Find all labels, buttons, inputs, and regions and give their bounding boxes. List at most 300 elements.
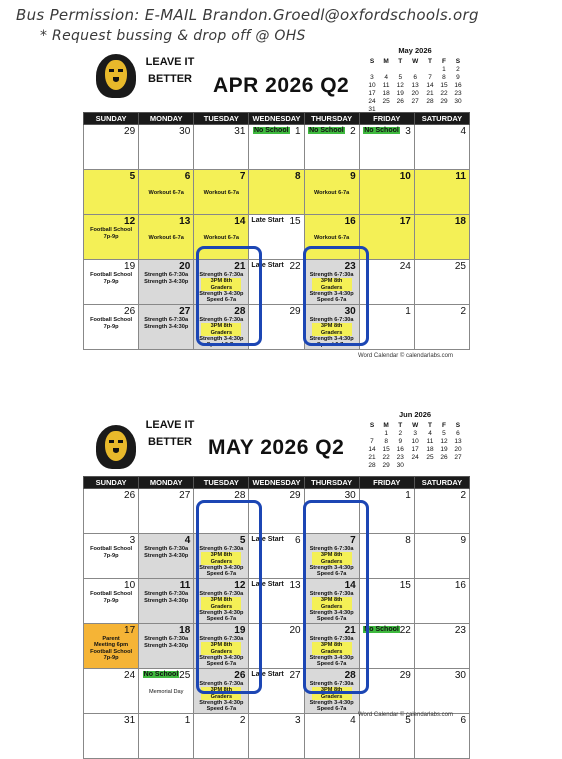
day-number: 17 (124, 625, 136, 636)
calendar-week-row (84, 489, 470, 534)
mini-calendar-grid (365, 420, 465, 470)
event-line: 3PM 8th Graders (312, 552, 352, 565)
calendar-day-cell (194, 534, 249, 579)
day-number: 3 (129, 535, 136, 546)
event-block (306, 591, 358, 622)
day-number: 16 (344, 216, 356, 227)
event-line: Strength 6-7:30a (309, 591, 354, 597)
calendar-week-row (84, 669, 470, 714)
day-number: 2 (239, 715, 246, 726)
mini-day: 5 (398, 74, 403, 81)
event-line: Strength 6-7:30a (199, 546, 244, 552)
event-line: Speed 6-7a (316, 297, 347, 304)
mini-day: 1 (384, 430, 388, 437)
mini-day: 27 (454, 454, 462, 461)
mini-week-row (365, 66, 465, 74)
calendar-day-cell (84, 714, 139, 759)
event-line: Speed 6-7a (316, 706, 347, 713)
day-number: 27 (179, 490, 191, 501)
calendar-day-cell (84, 260, 139, 305)
weekday-header: SATURDAY (414, 477, 469, 489)
event-block (195, 546, 247, 577)
weekday-header: THURSDAY (304, 113, 359, 125)
mini-day: 26 (396, 98, 404, 105)
event-line: 3PM 8th Graders (201, 642, 241, 655)
event-block (195, 272, 247, 303)
event-block (195, 190, 247, 196)
calendar-day-cell (139, 579, 194, 624)
event-line: Strength 6-7:30a (199, 272, 244, 278)
calendar-week-row (84, 579, 470, 624)
day-number: 26 (124, 306, 136, 317)
mini-calendar-title: May 2026 (398, 46, 432, 55)
day-number: 6 (295, 535, 301, 546)
event-block (85, 272, 137, 285)
mini-calendar-title: Jun 2026 (398, 410, 432, 419)
event-line: Speed 6-7a (206, 297, 237, 304)
weekday-header: SUNDAY (84, 113, 139, 125)
event-line: Speed 6-7a (316, 342, 347, 349)
day-number: 26 (234, 670, 246, 681)
calendar-day-cell (139, 170, 194, 215)
mini-week-row (365, 454, 465, 462)
event-line: Strength 3-4:30p (144, 597, 189, 604)
mini-week-row (365, 98, 465, 106)
mini-day: 14 (426, 82, 434, 89)
event-block (140, 591, 192, 604)
day-number: 31 (124, 715, 136, 726)
event-line: Strength 6-7:30a (144, 591, 189, 598)
mini-day: 17 (368, 90, 376, 97)
calendar-day-cell (249, 260, 304, 305)
calendar-week-row (84, 125, 470, 170)
day-number: 21 (344, 625, 356, 636)
day-number: 22 (399, 625, 411, 636)
day-number: 4 (184, 535, 191, 546)
event-line: Strength 6-7:30a (199, 636, 244, 642)
event-line: Strength 3-4:30p (199, 335, 244, 342)
event-line: 7p-9p (103, 233, 119, 240)
event-line: Strength 3-4:30p (309, 699, 354, 706)
mini-day: 27 (411, 98, 419, 105)
calendar-day-cell (359, 260, 414, 305)
mini-day: 5 (442, 430, 446, 437)
calendar-day-cell (304, 714, 359, 759)
day-number: 3 (295, 715, 301, 726)
weekday-header: MONDAY (139, 477, 194, 489)
calendar-day-cell (304, 260, 359, 305)
footer-credit-may: Word Calendar © calendarlabs.com (358, 712, 454, 718)
mini-week-row (365, 438, 465, 446)
calendar-day-cell (249, 534, 304, 579)
mini-weekday: T (398, 421, 403, 429)
april-calendar-grid (83, 112, 470, 350)
calendar-day-cell (139, 669, 194, 714)
mini-header-row (365, 420, 465, 430)
event-line: Strength 3-4:30p (199, 564, 244, 571)
mini-day: 13 (411, 82, 419, 89)
mini-weekday: M (383, 57, 389, 65)
day-number: 2 (460, 306, 466, 317)
mini-day: 31 (368, 106, 376, 113)
event-line: Strength 6-7:30a (144, 636, 189, 643)
day-number: 28 (344, 670, 356, 681)
late-start-label: Late Start (251, 671, 284, 678)
mini-weekday: S (369, 421, 375, 429)
day-number: 28 (234, 490, 246, 501)
event-line: Workout 6-7a (203, 189, 240, 196)
day-number: 27 (179, 306, 191, 317)
mini-day: 20 (411, 90, 419, 97)
event-line: 3PM 8th Graders (312, 597, 352, 610)
mini-day: 25 (426, 454, 434, 461)
event-block (140, 636, 192, 649)
late-start-label: Late Start (251, 581, 284, 588)
calendar-day-cell (249, 624, 304, 669)
event-line: Speed 6-7a (206, 342, 237, 349)
event-line: Strength 3-4:30p (309, 290, 354, 297)
calendar-day-cell (414, 669, 469, 714)
event-line: Strength 6-7:30a (309, 636, 354, 642)
calendar-day-cell (249, 215, 304, 260)
event-line: Speed 6-7a (206, 706, 237, 713)
calendar-day-cell (194, 305, 249, 350)
event-line: Strength 6-7:30a (144, 546, 189, 553)
calendar-day-cell (304, 489, 359, 534)
mini-weekday: S (455, 57, 461, 65)
event-line: 7p-9p (103, 597, 119, 604)
calendar-day-cell (139, 305, 194, 350)
mini-weekday: T (428, 57, 432, 65)
calendar-day-cell (84, 624, 139, 669)
mini-day: 25 (382, 98, 390, 105)
event-block (195, 636, 247, 667)
calendar-day-cell (414, 215, 469, 260)
event-line: Strength 3-4:30p (199, 290, 244, 297)
calendar-day-cell (304, 125, 359, 170)
mini-day: 21 (426, 90, 434, 97)
mini-day: 24 (411, 454, 419, 461)
event-block (195, 317, 247, 348)
mini-day (437, 462, 451, 470)
mini-day: 15 (382, 446, 390, 453)
calendar-day-cell (139, 125, 194, 170)
mini-day: 4 (384, 74, 388, 81)
calendar-day-cell (139, 534, 194, 579)
calendar-day-cell (84, 305, 139, 350)
event-line: 3PM 8th Graders (201, 687, 241, 700)
event-line: 3PM 8th Graders (201, 552, 241, 565)
mini-calendar-june (365, 410, 465, 470)
event-line: Strength 6-7:30a (309, 272, 354, 278)
weekday-header: FRIDAY (359, 477, 414, 489)
weekday-header: SATURDAY (414, 113, 469, 125)
mini-day: 10 (368, 82, 376, 89)
calendar-day-cell (84, 489, 139, 534)
calendar-day-cell (139, 260, 194, 305)
event-line: Strength 6-7:30a (144, 272, 189, 279)
day-number: 12 (124, 216, 136, 227)
mini-day: 18 (382, 90, 390, 97)
day-number: 9 (350, 171, 356, 182)
day-number: 23 (344, 261, 356, 272)
calendar-day-cell (249, 170, 304, 215)
calendar-day-cell (194, 125, 249, 170)
calendar-day-cell (84, 215, 139, 260)
day-number: 8 (405, 535, 411, 546)
mini-day: 14 (368, 446, 376, 453)
mini-calendar-grid (365, 56, 465, 114)
calendar-day-cell (194, 669, 249, 714)
mini-day: 11 (382, 82, 390, 89)
day-number: 5 (405, 715, 411, 726)
weekday-header: TUESDAY (194, 477, 249, 489)
day-number: 17 (399, 216, 411, 227)
mini-day: 1 (442, 66, 446, 73)
event-line: Parent (102, 636, 120, 642)
mini-weekday: M (383, 421, 389, 429)
mini-day: 8 (384, 438, 388, 445)
event-line: 3PM 8th Graders (201, 278, 241, 291)
event-line: Workout 6-7a (203, 234, 240, 241)
late-start-label: Late Start (251, 262, 284, 269)
mini-calendar-may (365, 46, 465, 114)
event-block (306, 190, 358, 196)
mini-day: 17 (411, 446, 419, 453)
calendar-day-cell (359, 534, 414, 579)
day-number: 31 (234, 126, 246, 137)
event-block (195, 235, 247, 241)
calendar-day-cell (139, 215, 194, 260)
event-line: Speed 6-7a (316, 571, 347, 578)
event-block (85, 317, 137, 330)
event-line: Meeting 6pm (93, 642, 129, 649)
calendar-day-cell (359, 579, 414, 624)
mini-weekday: F (441, 421, 446, 429)
event-block (306, 272, 358, 303)
mini-day: 23 (454, 90, 462, 97)
calendar-day-cell (359, 669, 414, 714)
event-line: Strength 3-4:30p (144, 278, 189, 285)
day-number: 14 (344, 580, 356, 591)
event-block (85, 636, 137, 661)
no-school-label: No School (143, 671, 179, 678)
calendar-day-cell (249, 579, 304, 624)
mini-day (365, 66, 379, 74)
weekday-header: WEDNESDAY (249, 113, 304, 125)
mini-day: 19 (440, 446, 448, 453)
calendar-day-cell (359, 305, 414, 350)
mini-day: 2 (456, 66, 460, 73)
event-line: Strength 3-4:30p (199, 609, 244, 616)
calendar-day-cell (194, 579, 249, 624)
calendar-day-cell (359, 714, 414, 759)
late-start-label: Late Start (251, 536, 284, 543)
calendar-day-cell (249, 714, 304, 759)
event-line: Workout 6-7a (148, 234, 184, 241)
event-line: Strength 3-4:30p (144, 552, 189, 559)
event-line: Strength 6-7:30a (199, 591, 244, 597)
event-line: 7p-9p (103, 323, 119, 330)
event-line: Workout 6-7a (148, 189, 184, 196)
mini-weekday: W (412, 57, 419, 65)
day-number: 15 (399, 580, 411, 591)
mini-day: 23 (396, 454, 404, 461)
tiger-logo-icon (96, 423, 136, 469)
calendar-day-cell (139, 714, 194, 759)
day-number: 14 (234, 216, 246, 227)
event-line: 3PM 8th Graders (312, 323, 352, 336)
calendar-week-row (84, 624, 470, 669)
mini-week-row (365, 430, 465, 438)
calendar-week-row (84, 305, 470, 350)
no-school-label: No School (309, 127, 344, 134)
mini-day: 3 (370, 74, 374, 81)
mini-day (423, 462, 437, 470)
event-line: Strength 3-4:30p (199, 699, 244, 706)
calendar-day-cell (139, 489, 194, 534)
day-number: 1 (405, 490, 411, 501)
day-number: 19 (234, 625, 246, 636)
mini-day: 29 (382, 462, 390, 469)
mini-weekday: S (369, 57, 375, 65)
day-number: 1 (405, 306, 411, 317)
mini-day: 7 (428, 74, 432, 81)
day-number: 13 (289, 580, 301, 591)
day-number: 5 (129, 171, 136, 182)
mini-weekday: F (441, 57, 446, 65)
day-number: 11 (455, 171, 466, 182)
day-number: 8 (295, 171, 301, 182)
calendar-day-cell (84, 170, 139, 215)
event-line: Strength 6-7:30a (309, 546, 354, 552)
event-line: Memorial Day (148, 688, 184, 695)
event-line: 3PM 8th Graders (312, 278, 352, 291)
event-line: Football School (90, 272, 133, 279)
calendar-day-cell (414, 489, 469, 534)
day-number: 21 (234, 261, 246, 272)
mini-day: 20 (454, 446, 462, 453)
day-number: 2 (350, 126, 356, 137)
mini-day: 29 (440, 98, 448, 105)
day-number: 12 (234, 580, 246, 591)
mini-day: 18 (426, 446, 434, 453)
day-number: 29 (289, 490, 301, 501)
calendar-day-cell (304, 170, 359, 215)
mini-day: 12 (440, 438, 448, 445)
day-number: 24 (399, 261, 411, 272)
day-number: 20 (179, 261, 191, 272)
day-number: 24 (124, 670, 136, 681)
mini-day: 16 (454, 82, 462, 89)
calendar-day-cell (304, 669, 359, 714)
event-line: Speed 6-7a (206, 571, 237, 578)
mini-day: 6 (413, 74, 417, 81)
day-number: 29 (399, 670, 411, 681)
tiger-logo-icon (96, 52, 136, 98)
mini-day (379, 66, 393, 74)
mini-week-row (365, 462, 465, 470)
calendar-day-cell (304, 534, 359, 579)
day-number: 6 (184, 171, 191, 182)
calendar-week-row (84, 170, 470, 215)
weekday-header: MONDAY (139, 113, 194, 125)
event-line: Speed 6-7a (316, 661, 347, 668)
event-line: Strength 3-4:30p (309, 564, 354, 571)
event-block (306, 681, 358, 712)
weekday-header: TUESDAY (194, 113, 249, 125)
event-block (140, 272, 192, 285)
mini-day: 12 (396, 82, 404, 89)
mini-day: 24 (368, 98, 376, 105)
mini-day: 22 (440, 90, 448, 97)
event-line: Workout 6-7a (313, 234, 350, 241)
day-number: 5 (239, 535, 246, 546)
no-school-label: No School (253, 127, 289, 134)
day-number: 7 (350, 535, 356, 546)
mini-day: 15 (440, 82, 448, 89)
event-line: Strength 3-4:30p (309, 654, 354, 661)
day-number: 29 (124, 126, 136, 137)
calendar-day-cell (414, 170, 469, 215)
event-block (140, 190, 192, 196)
day-number: 25 (179, 670, 191, 681)
weekday-header-row (84, 477, 470, 489)
day-number: 9 (460, 535, 466, 546)
mini-day: 22 (382, 454, 390, 461)
event-line: Football School (90, 317, 133, 324)
event-block (306, 636, 358, 667)
event-line: 7p-9p (103, 654, 119, 661)
calendar-day-cell (359, 125, 414, 170)
event-line: Football School (90, 648, 133, 655)
mini-day: 19 (396, 90, 404, 97)
calendar-day-cell (84, 534, 139, 579)
day-number: 6 (460, 715, 466, 726)
event-block (306, 546, 358, 577)
calendar-day-cell (194, 170, 249, 215)
month-title-april: APR 2026 Q2 (213, 74, 350, 97)
mini-header-row (365, 56, 465, 66)
calendar-day-cell (194, 624, 249, 669)
mini-weekday: T (398, 57, 403, 65)
calendar-day-cell (304, 305, 359, 350)
calendar-day-cell (194, 714, 249, 759)
mini-week-row (365, 446, 465, 454)
calendar-week-row (84, 534, 470, 579)
event-line: Football School (90, 546, 133, 553)
mini-day: 16 (396, 446, 404, 453)
calendar-day-cell (359, 489, 414, 534)
day-number: 4 (350, 715, 356, 726)
event-line: Workout 6-7a (313, 189, 350, 196)
event-line: Strength 6-7:30a (144, 317, 189, 324)
mini-day: 30 (396, 462, 404, 469)
calendar-day-cell (139, 624, 194, 669)
calendar-day-cell (194, 215, 249, 260)
mini-day: 26 (440, 454, 448, 461)
day-number: 30 (344, 306, 356, 317)
calendar-day-cell (414, 305, 469, 350)
mini-week-row (365, 90, 465, 98)
event-block (140, 546, 192, 559)
day-number: 30 (344, 490, 356, 501)
day-number: 22 (289, 261, 301, 272)
mini-day: 4 (428, 430, 432, 437)
mini-day (407, 462, 423, 470)
day-number: 4 (460, 126, 466, 137)
calendar-day-cell (249, 669, 304, 714)
